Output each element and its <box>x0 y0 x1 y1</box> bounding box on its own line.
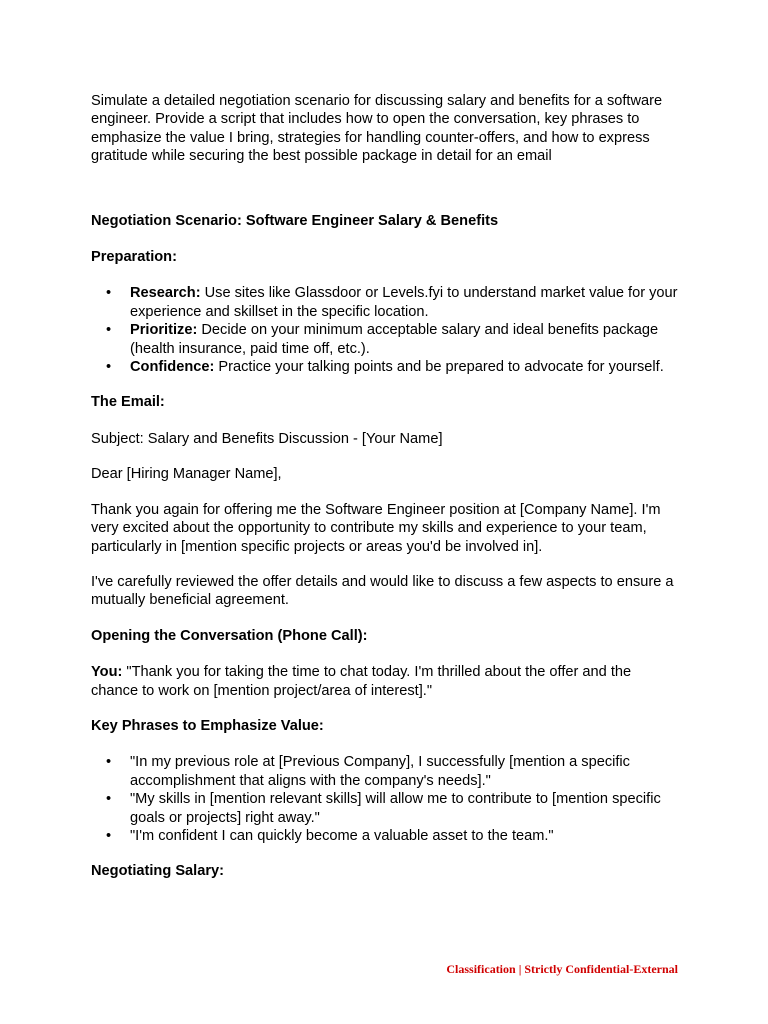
opening-heading: Opening the Conversation (Phone Call): <box>91 627 368 644</box>
item-text: Use sites like Glassdoor or Levels.fyi to understand market value for your experience and skillset in the specific location. <box>130 285 678 320</box>
item-label: Research: <box>130 285 201 302</box>
document-page <box>91 92 681 899</box>
key-phrases-list <box>91 753 681 845</box>
email-greeting: Dear [Hiring Manager Name], <box>91 466 282 483</box>
list-item: • "I'm confident I can quickly become a valuable asset to the team." <box>130 827 681 845</box>
list-item <box>130 321 681 358</box>
item-text: Decide on your minimum acceptable salary and ideal benefits package (health insurance, paid time off, etc.). <box>130 322 659 357</box>
email-paragraph-2: I've carefully reviewed the offer details and would like to discuss a few aspects to ensure a mutually beneficial agreement. <box>91 573 674 609</box>
scenario-title: Negotiation Scenario: Software Engineer Salary & Benefits <box>91 212 499 229</box>
email-subject: Subject: Salary and Benefits Discussion - [Your Name] <box>91 430 443 447</box>
list-item <box>130 284 681 321</box>
negotiating-heading: Negotiating Salary: <box>91 863 224 880</box>
email-paragraph-1: Thank you again for offering me the Software Engineer position at [Company Name]. I'm very excited about the opportunity to contribute my skills and experience to your team, particularly in [mention specific projects or areas you'd be involved in]. <box>91 501 661 555</box>
preparation-list <box>91 284 681 376</box>
item-label: Confidence: <box>130 359 215 376</box>
classification-footer: Classification | Strictly Confidential-External <box>446 962 678 976</box>
opening-line <box>91 663 681 700</box>
list-item: • "My skills in [mention relevant skills] will allow me to contribute to [mention specific goals or projects] right away." <box>130 790 681 827</box>
list-item: • "In my previous role at [Previous Company], I successfully [mention a specific accomplishment that aligns with the company's needs]." <box>130 753 681 790</box>
intro-prompt: Simulate a detailed negotiation scenario for discussing salary and benefits for a software engineer. Provide a script that includes how to open the conversation, key phrases to emphasize the value I bring, strategies for handling counter-offers, and how to express gratitude while securing the best possible package in detail for an email <box>91 93 663 165</box>
speaker-label: You: <box>91 664 123 681</box>
preparation-heading: Preparation: <box>91 249 177 266</box>
list-item <box>130 358 681 376</box>
opening-text: "Thank you for taking the time to chat today. I'm thrilled about the offer and the chance to work on [mention project/area of interest]." <box>91 664 632 699</box>
item-label: Prioritize: <box>130 322 198 339</box>
key-phrases-heading: Key Phrases to Emphasize Value: <box>91 717 324 734</box>
email-heading: The Email: <box>91 394 165 411</box>
item-text: Practice your talking points and be prepared to advocate for yourself. <box>214 359 664 376</box>
